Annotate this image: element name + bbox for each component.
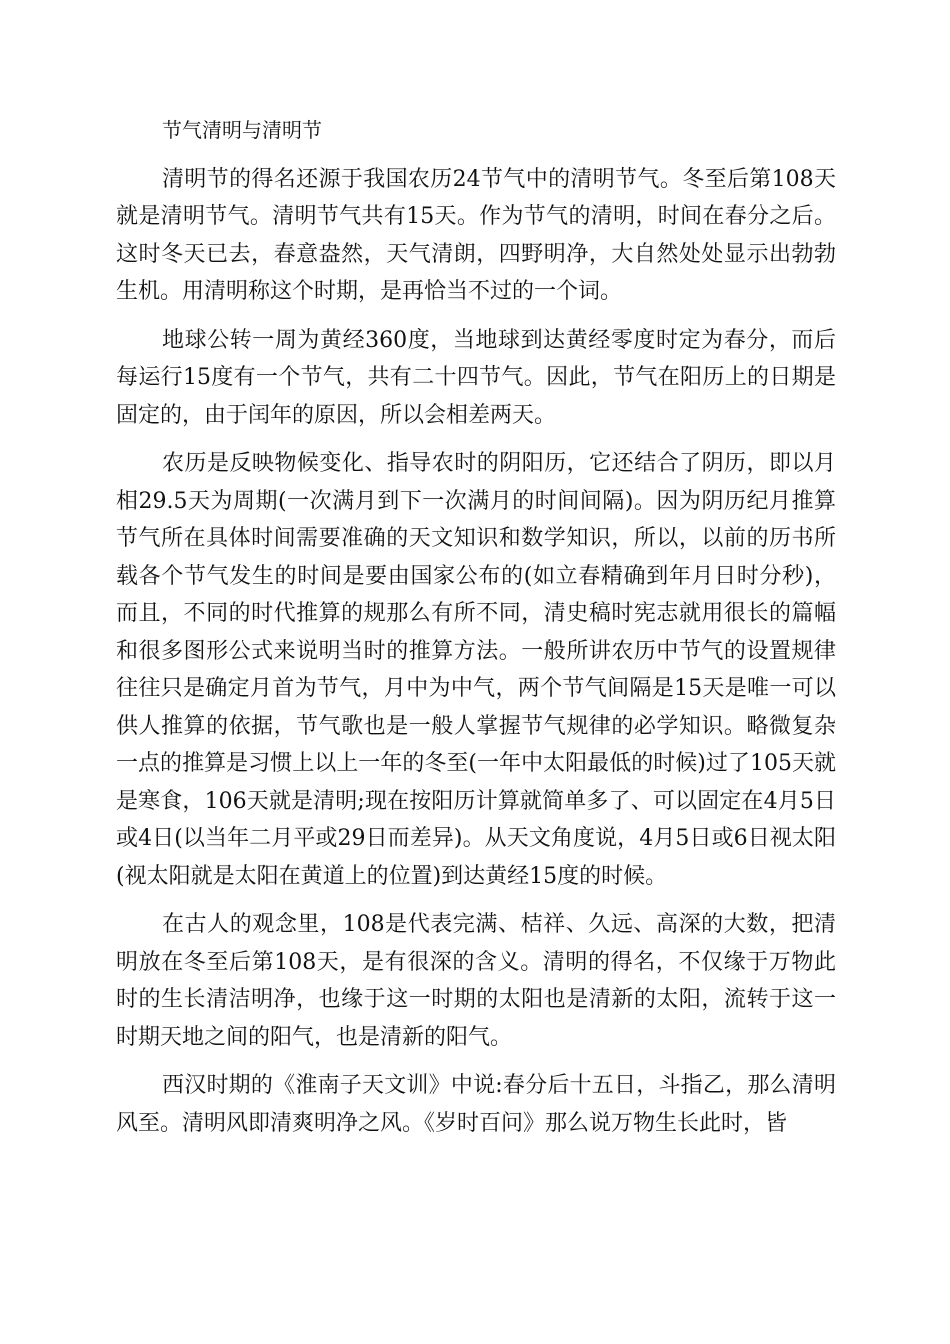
document-body [116, 112, 836, 1153]
paragraph-4: 在古人的观念里，108是代表完满、桔祥、久远、高深的大数，把清明放在冬至后第108天，是有很深的含义。清明的得名，不仅缘于万物此时的生长清洁明净，也缘于这一时期的太阳也是清新的太阳，流转于这一时期天地之间的阳气，也是清新的阳气。 [116, 912, 836, 1050]
paragraph-5: 西汉时期的《淮南子天文训》中说:春分后十五日，斗指乙，那么清明风至。清明风即清爽明净之风。《岁时百问》那么说万物生长此时，皆 [116, 1073, 836, 1136]
paragraph-1: 清明节的得名还源于我国农历24节气中的清明节气。冬至后第108天就是清明节气。清明节气共有15天。作为节气的清明，时间在春分之后。这时冬天已去，春意盎然，天气清朗，四野明净，大自然处处显示出勃勃生机。用清明称这个时期，是再恰当不过的一个词。 [116, 166, 836, 304]
document-title: 节气清明与清明节 [162, 118, 322, 142]
paragraph-3: 农历是反映物候变化、指导农时的阴阳历，它还结合了阴历，即以月相29.5天为周期(一次满月到下一次满月的时间间隔)。因为阴历纪月推算节气所在具体时间需要准确的天文知识和数学知识，所以，以前的历书所载各个节气发生的时间是要由国家公布的(如立春精确到年月日时分秒)，而且，不同的时代推算的规那么有所不同，清史稿时宪志就用很长的篇幅和很多图形公式来说明当时的推算方法。一般所讲农历中节气的设置规律往往只是确定月首为节气，月中为中气，两个节气间隔是15天是唯一可以供人推算的依据，节气歌也是一般人掌握节气规律的必学知识。略微复杂一点的推算是习惯上以上一年的冬至(一年中太阳最低的时候)过了105天就是寒食，106天就是清明;现在按阳历计算就简单多了、可以固定在4月5日或4日(以当年二月平或29日而差异)。从天文角度说，4月5日或6日视太阳(视太阳就是太阳在黄道上的位置)到达黄经15度的时候。 [116, 451, 836, 889]
paragraph-2: 地球公转一周为黄经360度，当地球到达黄经零度时定为春分，而后每运行15度有一个节气，共有二十四节气。因此，节气在阳历上的日期是固定的，由于闰年的原因，所以会相差两天。 [116, 327, 836, 428]
